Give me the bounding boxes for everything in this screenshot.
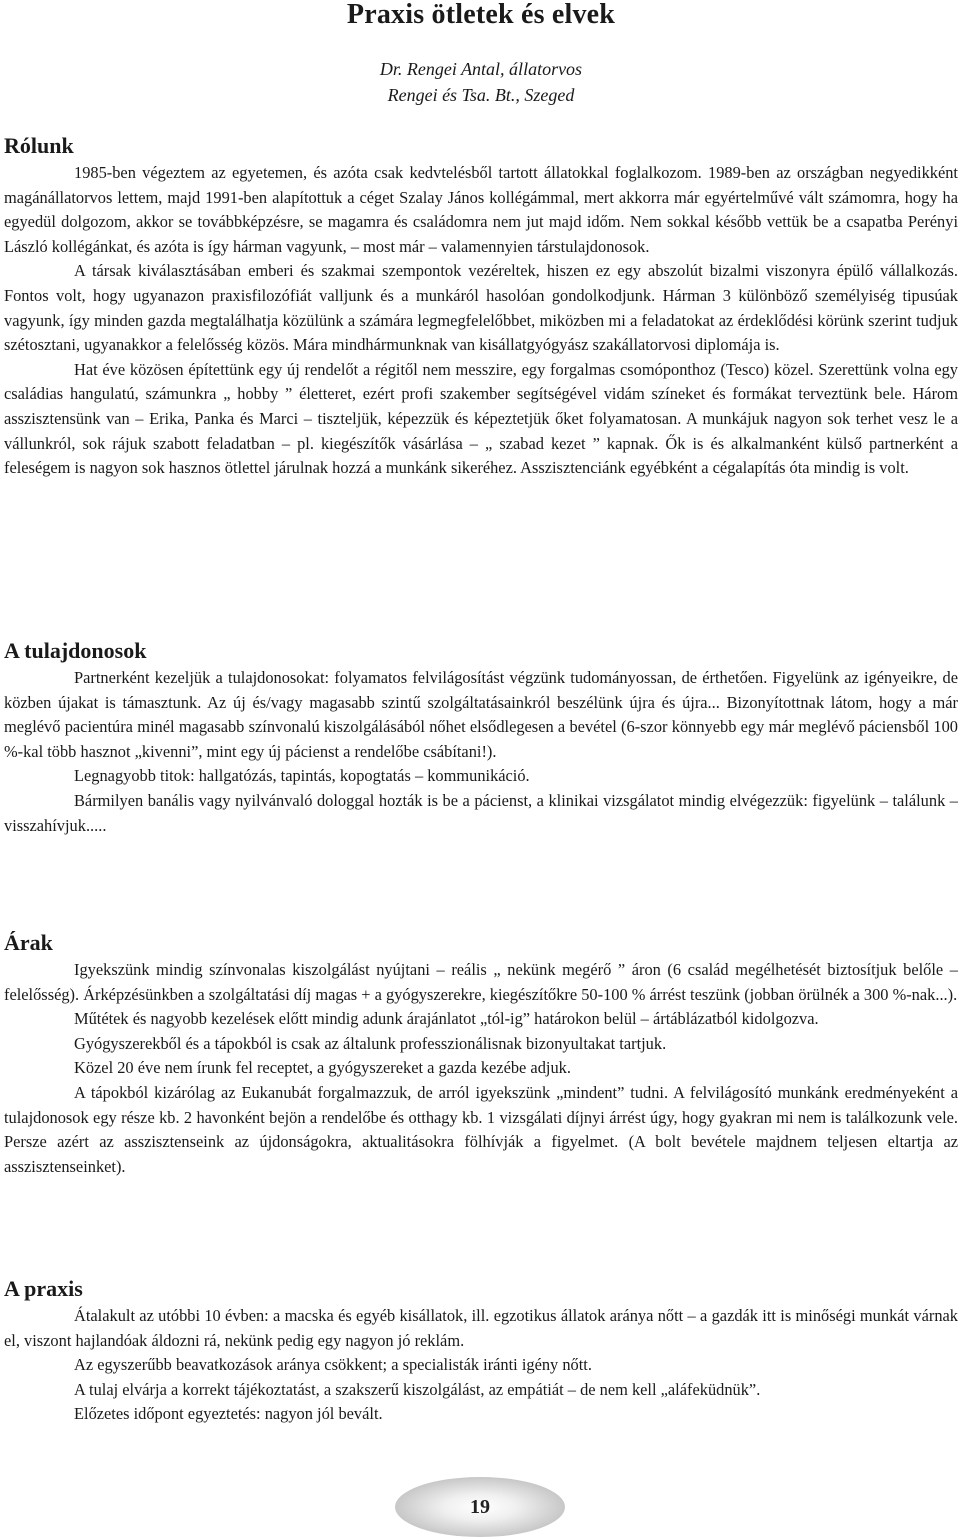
- page-number: 19: [470, 1495, 490, 1518]
- paragraph: Bármilyen banális vagy nyilvánvaló dologgal hozták is be a pácienst, a klinikai vizsgálatot mindig elvégezzük: figyelünk – találunk – visszahívjuk.....: [4, 790, 958, 835]
- paragraph: Igyekszünk mindig színvonalas kiszolgálást nyújtani – reális „ nekünk megérő ” áron (6 család megélhetését biztosítjuk belőle – felelősség). Árképzésünkben a szolgáltatási díj magas + a gyógyszerekre, kiegészítőkre 50-100 % árrést teszünk (jobban örülnék a 300 %-nak...).: [4, 960, 958, 1004]
- paragraph: Legnagyobb titok: hallgatózás, tapintás, kopogtatás – kommunikáció.: [74, 766, 530, 786]
- paragraph: 1985-ben végeztem az egyetemen, és azóta csak kedvtelésből tartott állatokkal foglalkozom. 1989-ben az országban negyedikként magánállatorvos lettem, majd 1991-ben alapítottuk a céget Szalay János kollégámmal, mert akkorra már egyértelművé vált számomra, hogy ha egyedül dolgozom, akkor se továbbképzésre, se magamra és családomra nem jut majd időm. Nem sokkal később vettük be a csapatba Perényi László kollégánkat, és azóta is így hárman vagyunk, – most már – valamennyien társtulajdonosok.: [4, 163, 958, 256]
- paragraph: A tulaj elvárja a korrekt tájékoztatást, a szakszerű kiszolgálást, az empátiát – de nem kell „aláfeküdnük”.: [74, 1379, 761, 1399]
- paragraph: A tápokból kizárólag az Eukanubát forgalmazzuk, de arról igyekszünk „mindent” tudni. A felvilágosító munkánk eredményeként a tulajdonosok egy része kb. 2 havonként bejön a rendelőbe és otthagy kb. 1 vizsgálati díjnyi árrést úgy, hogy gyakran mi nem is találkozunk vele. Persze azért az asszisztenseink az újdonságokra, aktualitásokra fölhívják a figyelmet. (A bolt bevétele majdnem teljesen eltartja az asszisztenseinket).: [4, 1082, 958, 1176]
- section-tulajdonosok: [4, 638, 958, 838]
- author-affiliation: Rengei és Tsa. Bt., Szeged: [387, 85, 575, 105]
- author-block: [4, 56, 958, 108]
- paragraph: A társak kiválasztásában emberi és szakmai szempontok vezéreltek, hiszen ez egy abszolút bizalmi viszonyra épülő vállalkozás. Fontos volt, hogy ugyanazon praxisfilozófiát valljunk és a munkáról hasolóan gondolkodjunk. Hárman 3 különböző személyiség tipusúak vagyunk, így minden gazda megtalálhatja közülünk a számára legmegfelelőbbet, miközben mi a feladatokat az érdeklődési körünk szerint tudjuk szétosztani, ugyanakkor a felelősség közös. Mára mindhármunknak van kisállatgyógyász szakállatorvosi diplomája is.: [4, 261, 958, 355]
- paragraph: Az egyszerűbb beavatkozások aránya csökkent; a specialisták iránti igény nőtt.: [74, 1355, 592, 1375]
- paragraph: Partnerként kezeljük a tulajdonosokat: folyamatos felvilágosítást végzünk tudományossan, de érthetően. Figyelünk az igényeikre, de közben újakat is támasztunk. Az új és/vagy magasabb szintű szolgáltatásainkról beszélünk újra és újra... Bizonyítottnak látom, hogy a már meglévő pacientúra minél magasabb színvonalú kiszolgálásából nőhet elsődlegesen a bevétel (6-szor könnyebb egy már meglévő páciensből 100 %-kal több hasznot „kivenni”, mint egy új pácienst a rendelőbe csábítani!).: [4, 668, 958, 761]
- section-praxis: [4, 1276, 958, 1427]
- paragraph: Hat éve közösen építettünk egy új rendelőt a régitől nem messzire, egy forgalmas csomóponthoz (Tesco) közel. Szerettünk volna egy családias hangulatú, számunkra „ hobby ” életteret, ezért profi szakember segítségével vidám színeket és formákat terveztünk bele. Három asszisztensünk van – Erika, Panka és Marci – tiszteljük, képezzük és képeztetjük őket folyamatosan. A munkájuk nagyon sok terhet vesz le a vállunkról, sok rájuk szabott feladatban – pl. kiegészítők vásárlása – „ szabad kezet ” kapnak. Ők is és alkalmanként külső partnerként a feleségem is nagyon sok hasznos ötlettel járulnak hozzá a munkánk sikeréhez. Asszisztenciánk egyébként a cégalapítás óta mindig is volt.: [4, 359, 958, 478]
- document-page: [4, 0, 958, 108]
- paragraph: Közel 20 éve nem írunk fel receptet, a gyógyszereket a gazda kezébe adjuk.: [74, 1058, 571, 1078]
- document-title: Praxis ötletek és elvek: [346, 0, 616, 30]
- page-footer: [395, 1477, 565, 1537]
- section-rolunk: [4, 133, 958, 481]
- paragraph: Előzetes időpont egyeztetés: nagyon jól bevált.: [74, 1404, 383, 1424]
- section-arak: [4, 930, 958, 1179]
- paragraph: Műtétek és nagyobb kezelések előtt mindig adunk árajánlatot „tól-ig” határokon belül – ártáblázatból kidolgozva.: [74, 1009, 819, 1029]
- section-heading: Árak: [4, 930, 53, 955]
- section-heading: A praxis: [4, 1276, 83, 1301]
- section-heading: A tulajdonosok: [4, 638, 147, 663]
- author-name: Dr. Rengei Antal, állatorvos: [379, 59, 583, 79]
- section-heading: Rólunk: [4, 133, 74, 158]
- paragraph: Átalakult az utóbbi 10 évben: a macska és egyéb kisállatok, ill. egzotikus állatok aránya nőtt – a gazdák itt is minőségi munkát várnak el, viszont hajlandóak áldozni rá, nekünk pedig egy nagyon jó reklám.: [4, 1306, 958, 1350]
- paragraph: Gyógyszerekből és a tápokból is csak az általunk professzionálisnak bizonyultakat tartjuk.: [74, 1033, 667, 1053]
